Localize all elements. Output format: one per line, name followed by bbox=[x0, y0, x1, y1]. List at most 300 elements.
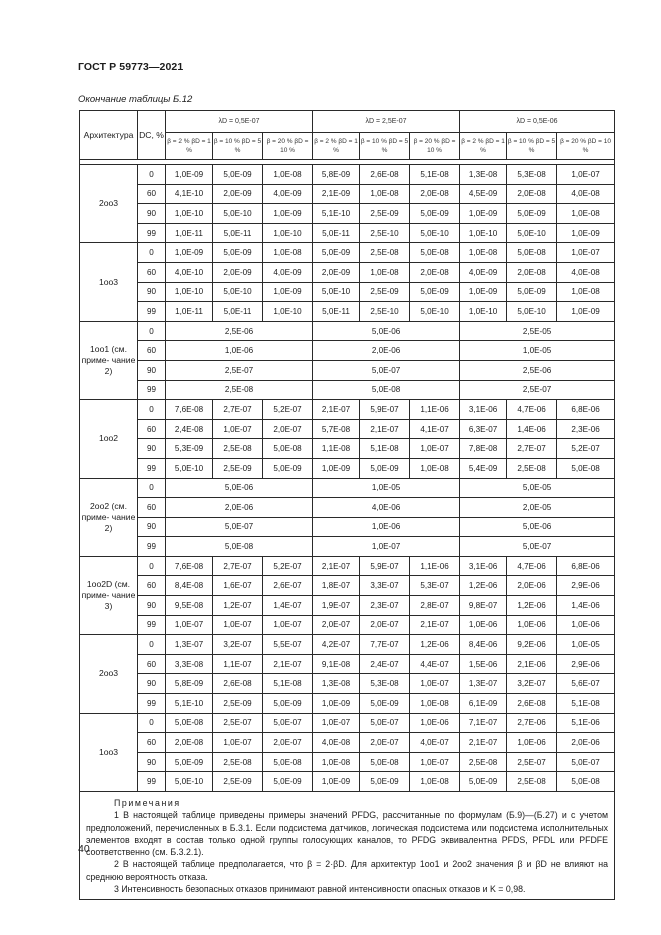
value-cell: 2,6E-08 bbox=[213, 674, 263, 694]
value-cell: 5,8E-09 bbox=[166, 674, 213, 694]
value-cell: 3,3E-07 bbox=[360, 576, 410, 596]
value-cell: 5,0E-08 bbox=[557, 772, 615, 792]
value-cell: 1,0E-09 bbox=[313, 694, 360, 714]
dc-cell: 90 bbox=[138, 517, 166, 537]
value-cell: 2,0E-07 bbox=[263, 733, 313, 753]
dc-cell: 99 bbox=[138, 615, 166, 635]
value-cell: 2,7E-07 bbox=[213, 556, 263, 576]
value-cell: 5,0E-11 bbox=[313, 302, 360, 322]
value-cell: 2,5E-10 bbox=[360, 302, 410, 322]
value-cell: 5,0E-10 bbox=[507, 302, 557, 322]
value-cell: 5,0E-06 bbox=[313, 321, 460, 341]
value-cell: 5,0E-08 bbox=[410, 243, 460, 263]
note-item: 3 Интенсивность безопасных отказов принимают равной интенсивности опасных отказов и K = 0,98. bbox=[114, 884, 526, 895]
value-cell: 2,5E-08 bbox=[460, 752, 507, 772]
value-cell: 1,0E-11 bbox=[166, 223, 213, 243]
table-row bbox=[80, 674, 615, 694]
value-cell: 3,2E-07 bbox=[213, 635, 263, 655]
value-cell: 1,0E-08 bbox=[410, 772, 460, 792]
value-cell: 4,0E-06 bbox=[313, 498, 460, 518]
value-cell: 5,3E-07 bbox=[410, 576, 460, 596]
value-cell: 1,2E-07 bbox=[213, 596, 263, 616]
dc-cell: 99 bbox=[138, 537, 166, 557]
lambda-group-header: λD = 0,5E-06 bbox=[460, 111, 615, 133]
table-row bbox=[80, 302, 615, 322]
value-cell: 5,0E-09 bbox=[460, 772, 507, 792]
value-cell: 4,2E-07 bbox=[313, 635, 360, 655]
table-body bbox=[80, 165, 615, 792]
value-cell: 5,2E-07 bbox=[263, 556, 313, 576]
dc-cell: 0 bbox=[138, 635, 166, 655]
table-row bbox=[80, 243, 615, 263]
table-caption: Окончание таблицы Б.12 bbox=[78, 94, 193, 105]
value-cell: 2,6E-08 bbox=[507, 694, 557, 714]
value-cell: 5,0E-07 bbox=[313, 360, 460, 380]
dc-cell: 99 bbox=[138, 380, 166, 400]
value-cell: 4,0E-09 bbox=[263, 184, 313, 204]
value-cell: 1,0E-06 bbox=[313, 517, 460, 537]
value-cell: 8,4E-06 bbox=[460, 635, 507, 655]
value-cell: 2,6E-08 bbox=[360, 165, 410, 185]
dc-cell: 90 bbox=[138, 282, 166, 302]
beta-header: β = 20 % βD = 10 % bbox=[410, 133, 460, 160]
value-cell: 1,1E-08 bbox=[313, 439, 360, 459]
architecture-cell: 1oo3 bbox=[80, 713, 138, 791]
value-cell: 5,0E-08 bbox=[313, 380, 460, 400]
document-header: ГОСТ Р 59773—2021 bbox=[78, 61, 184, 73]
value-cell: 5,0E-09 bbox=[360, 458, 410, 478]
value-cell: 5,0E-09 bbox=[313, 243, 360, 263]
dc-cell: 0 bbox=[138, 478, 166, 498]
value-cell: 5,0E-10 bbox=[507, 223, 557, 243]
value-cell: 1,0E-08 bbox=[263, 165, 313, 185]
dc-cell: 0 bbox=[138, 400, 166, 420]
architecture-cell: 1oo3 bbox=[80, 243, 138, 321]
table-row bbox=[80, 654, 615, 674]
value-cell: 7,1E-07 bbox=[460, 713, 507, 733]
value-cell: 1,0E-08 bbox=[360, 184, 410, 204]
value-cell: 4,1E-10 bbox=[166, 184, 213, 204]
table-row bbox=[80, 537, 615, 557]
table-row bbox=[80, 576, 615, 596]
value-cell: 2,1E-07 bbox=[313, 556, 360, 576]
dc-cell: 60 bbox=[138, 262, 166, 282]
notes-title: Примечания bbox=[114, 798, 181, 808]
value-cell: 4,0E-07 bbox=[410, 733, 460, 753]
value-cell: 2,5E-09 bbox=[213, 694, 263, 714]
value-cell: 1,0E-10 bbox=[460, 223, 507, 243]
value-cell: 1,0E-08 bbox=[360, 262, 410, 282]
value-cell: 3,1E-06 bbox=[460, 400, 507, 420]
value-cell: 5,0E-09 bbox=[507, 204, 557, 224]
value-cell: 5,0E-06 bbox=[166, 478, 313, 498]
dc-cell: 60 bbox=[138, 576, 166, 596]
architecture-cell: 2oo3 bbox=[80, 635, 138, 713]
value-cell: 2,0E-07 bbox=[263, 419, 313, 439]
value-cell: 4,1E-07 bbox=[410, 419, 460, 439]
beta-header: β = 10 % βD = 5 % bbox=[213, 133, 263, 160]
value-cell: 8,4E-08 bbox=[166, 576, 213, 596]
value-cell: 6,8E-06 bbox=[557, 400, 615, 420]
table-row bbox=[80, 772, 615, 792]
value-cell: 2,3E-06 bbox=[557, 419, 615, 439]
value-cell: 1,0E-07 bbox=[166, 615, 213, 635]
value-cell: 2,9E-06 bbox=[557, 576, 615, 596]
table-row bbox=[80, 321, 615, 341]
value-cell: 2,6E-07 bbox=[263, 576, 313, 596]
dc-cell: 99 bbox=[138, 772, 166, 792]
value-cell: 5,8E-09 bbox=[313, 165, 360, 185]
value-cell: 2,4E-08 bbox=[166, 419, 213, 439]
dc-cell: 0 bbox=[138, 321, 166, 341]
value-cell: 5,0E-08 bbox=[507, 243, 557, 263]
value-cell: 1,0E-07 bbox=[313, 537, 460, 557]
value-cell: 5,0E-10 bbox=[410, 302, 460, 322]
value-cell: 2,1E-09 bbox=[313, 184, 360, 204]
value-cell: 5,4E-09 bbox=[460, 458, 507, 478]
beta-header: β = 2 % βD = 1 % bbox=[313, 133, 360, 160]
value-cell: 2,0E-06 bbox=[507, 576, 557, 596]
value-cell: 1,1E-06 bbox=[410, 556, 460, 576]
architecture-cell: 1oo1 (см. приме- чание 2) bbox=[80, 321, 138, 399]
value-cell: 1,0E-10 bbox=[166, 204, 213, 224]
beta-header: β = 2 % βD = 1 % bbox=[166, 133, 213, 160]
table-row bbox=[80, 733, 615, 753]
value-cell: 5,1E-06 bbox=[557, 713, 615, 733]
value-cell: 2,5E-10 bbox=[360, 223, 410, 243]
value-cell: 5,0E-07 bbox=[557, 752, 615, 772]
value-cell: 5,0E-08 bbox=[263, 752, 313, 772]
value-cell: 1,0E-09 bbox=[166, 243, 213, 263]
value-cell: 2,0E-08 bbox=[410, 184, 460, 204]
value-cell: 1,0E-11 bbox=[166, 302, 213, 322]
table-row bbox=[80, 556, 615, 576]
value-cell: 6,3E-07 bbox=[460, 419, 507, 439]
value-cell: 5,0E-11 bbox=[213, 223, 263, 243]
table-row bbox=[80, 713, 615, 733]
value-cell: 1,0E-05 bbox=[313, 478, 460, 498]
value-cell: 1,0E-08 bbox=[460, 243, 507, 263]
dc-cell: 90 bbox=[138, 360, 166, 380]
value-cell: 6,1E-09 bbox=[460, 694, 507, 714]
value-cell: 4,0E-09 bbox=[460, 262, 507, 282]
value-cell: 1,0E-05 bbox=[460, 341, 615, 361]
value-cell: 5,0E-09 bbox=[263, 694, 313, 714]
value-cell: 5,0E-10 bbox=[213, 282, 263, 302]
value-cell: 1,4E-06 bbox=[507, 419, 557, 439]
table-row bbox=[80, 478, 615, 498]
value-cell: 7,6E-08 bbox=[166, 556, 213, 576]
value-cell: 2,0E-09 bbox=[213, 184, 263, 204]
table-row bbox=[80, 694, 615, 714]
architecture-cell: 2oo3 bbox=[80, 165, 138, 243]
dc-cell: 0 bbox=[138, 556, 166, 576]
value-cell: 2,0E-09 bbox=[213, 262, 263, 282]
beta-header: β = 10 % βD = 5 % bbox=[507, 133, 557, 160]
lambda-group-header: λD = 2,5E-07 bbox=[313, 111, 460, 133]
dc-cell: 90 bbox=[138, 596, 166, 616]
value-cell: 4,4E-07 bbox=[410, 654, 460, 674]
value-cell: 5,3E-08 bbox=[507, 165, 557, 185]
value-cell: 4,5E-09 bbox=[460, 184, 507, 204]
value-cell: 2,5E-08 bbox=[507, 458, 557, 478]
value-cell: 5,3E-08 bbox=[360, 674, 410, 694]
value-cell: 5,6E-07 bbox=[557, 674, 615, 694]
value-cell: 5,3E-09 bbox=[166, 439, 213, 459]
value-cell: 1,0E-07 bbox=[313, 713, 360, 733]
value-cell: 1,0E-10 bbox=[460, 302, 507, 322]
value-cell: 9,2E-06 bbox=[507, 635, 557, 655]
value-cell: 1,0E-07 bbox=[557, 165, 615, 185]
value-cell: 2,5E-09 bbox=[213, 772, 263, 792]
value-cell: 2,7E-07 bbox=[507, 439, 557, 459]
page-number: 40 bbox=[78, 843, 90, 855]
value-cell: 5,0E-10 bbox=[166, 458, 213, 478]
table-row bbox=[80, 282, 615, 302]
value-cell: 2,5E-07 bbox=[213, 713, 263, 733]
value-cell: 5,1E-08 bbox=[360, 439, 410, 459]
architecture-cell: 1oo2D (см. приме- чание 3) bbox=[80, 556, 138, 634]
dc-cell: 0 bbox=[138, 713, 166, 733]
value-cell: 5,0E-10 bbox=[313, 282, 360, 302]
value-cell: 7,8E-08 bbox=[460, 439, 507, 459]
value-cell: 2,0E-08 bbox=[507, 262, 557, 282]
value-cell: 2,0E-08 bbox=[507, 184, 557, 204]
value-cell: 1,0E-06 bbox=[410, 713, 460, 733]
table-row bbox=[80, 596, 615, 616]
value-cell: 5,0E-09 bbox=[410, 204, 460, 224]
value-cell: 5,9E-07 bbox=[360, 400, 410, 420]
value-cell: 1,0E-07 bbox=[213, 419, 263, 439]
architecture-cell: 1oo2 bbox=[80, 400, 138, 478]
value-cell: 5,0E-07 bbox=[166, 517, 313, 537]
beta-header: β = 20 % βD = 10 % bbox=[263, 133, 313, 160]
table-row bbox=[80, 498, 615, 518]
value-cell: 1,0E-08 bbox=[263, 243, 313, 263]
value-cell: 4,0E-08 bbox=[313, 733, 360, 753]
table-row bbox=[80, 615, 615, 635]
dc-cell: 60 bbox=[138, 184, 166, 204]
table-row bbox=[80, 165, 615, 185]
value-cell: 1,0E-05 bbox=[557, 635, 615, 655]
value-cell: 1,0E-09 bbox=[263, 204, 313, 224]
value-cell: 2,0E-08 bbox=[410, 262, 460, 282]
value-cell: 1,1E-06 bbox=[410, 400, 460, 420]
value-cell: 1,3E-08 bbox=[460, 165, 507, 185]
value-cell: 5,0E-09 bbox=[213, 165, 263, 185]
table-row bbox=[80, 184, 615, 204]
value-cell: 2,3E-07 bbox=[360, 596, 410, 616]
value-cell: 5,0E-09 bbox=[263, 458, 313, 478]
value-cell: 4,7E-06 bbox=[507, 556, 557, 576]
value-cell: 2,1E-07 bbox=[313, 400, 360, 420]
value-cell: 2,7E-07 bbox=[213, 400, 263, 420]
value-cell: 1,1E-07 bbox=[213, 654, 263, 674]
table-row bbox=[80, 262, 615, 282]
value-cell: 2,0E-05 bbox=[460, 498, 615, 518]
table-row bbox=[80, 419, 615, 439]
value-cell: 1,2E-06 bbox=[460, 576, 507, 596]
column-header-dc: DC, % bbox=[138, 111, 166, 160]
value-cell: 1,0E-09 bbox=[313, 458, 360, 478]
value-cell: 1,0E-08 bbox=[410, 694, 460, 714]
value-cell: 1,0E-07 bbox=[213, 615, 263, 635]
value-cell: 2,0E-07 bbox=[313, 615, 360, 635]
value-cell: 1,5E-06 bbox=[460, 654, 507, 674]
value-cell: 1,0E-10 bbox=[166, 282, 213, 302]
value-cell: 5,0E-11 bbox=[313, 223, 360, 243]
value-cell: 1,6E-07 bbox=[213, 576, 263, 596]
value-cell: 2,5E-07 bbox=[166, 360, 313, 380]
table-row bbox=[80, 341, 615, 361]
value-cell: 5,5E-07 bbox=[263, 635, 313, 655]
value-cell: 6,8E-06 bbox=[557, 556, 615, 576]
value-cell: 1,0E-09 bbox=[460, 282, 507, 302]
value-cell: 2,5E-06 bbox=[460, 360, 615, 380]
table-row bbox=[80, 360, 615, 380]
value-cell: 2,5E-09 bbox=[360, 282, 410, 302]
value-cell: 1,0E-07 bbox=[410, 439, 460, 459]
value-cell: 5,1E-10 bbox=[166, 694, 213, 714]
value-cell: 1,0E-07 bbox=[263, 615, 313, 635]
dc-cell: 0 bbox=[138, 165, 166, 185]
value-cell: 5,0E-10 bbox=[166, 772, 213, 792]
value-cell: 5,0E-10 bbox=[410, 223, 460, 243]
beta-header: β = 10 % βD = 5 % bbox=[360, 133, 410, 160]
table-row bbox=[80, 635, 615, 655]
value-cell: 5,2E-07 bbox=[557, 439, 615, 459]
value-cell: 5,0E-08 bbox=[166, 713, 213, 733]
dc-cell: 90 bbox=[138, 674, 166, 694]
value-cell: 5,0E-06 bbox=[460, 517, 615, 537]
lambda-group-header: λD = 0,5E-07 bbox=[166, 111, 313, 133]
dc-cell: 60 bbox=[138, 341, 166, 361]
dc-cell: 99 bbox=[138, 458, 166, 478]
value-cell: 5,0E-09 bbox=[360, 694, 410, 714]
value-cell: 5,1E-08 bbox=[263, 674, 313, 694]
table-row bbox=[80, 439, 615, 459]
value-cell: 4,7E-06 bbox=[507, 400, 557, 420]
value-cell: 2,4E-07 bbox=[360, 654, 410, 674]
value-cell: 5,0E-09 bbox=[166, 752, 213, 772]
value-cell: 5,0E-08 bbox=[166, 537, 313, 557]
value-cell: 1,0E-10 bbox=[263, 302, 313, 322]
value-cell: 9,1E-08 bbox=[313, 654, 360, 674]
value-cell: 2,0E-06 bbox=[166, 498, 313, 518]
dc-cell: 60 bbox=[138, 419, 166, 439]
value-cell: 2,5E-08 bbox=[507, 772, 557, 792]
value-cell: 2,0E-09 bbox=[313, 262, 360, 282]
value-cell: 9,5E-08 bbox=[166, 596, 213, 616]
value-cell: 5,1E-08 bbox=[410, 165, 460, 185]
value-cell: 1,0E-06 bbox=[507, 615, 557, 635]
value-cell: 2,1E-07 bbox=[263, 654, 313, 674]
value-cell: 1,3E-08 bbox=[313, 674, 360, 694]
value-cell: 2,0E-06 bbox=[557, 733, 615, 753]
value-cell: 5,0E-10 bbox=[213, 204, 263, 224]
value-cell: 2,5E-07 bbox=[460, 380, 615, 400]
value-cell: 2,5E-09 bbox=[360, 204, 410, 224]
beta-header: β = 20 % βD = 10 % bbox=[557, 133, 615, 160]
value-cell: 1,0E-07 bbox=[557, 243, 615, 263]
architecture-cell: 2oo2 (см. приме- чание 2) bbox=[80, 478, 138, 556]
value-cell: 5,2E-07 bbox=[263, 400, 313, 420]
value-cell: 5,0E-05 bbox=[460, 478, 615, 498]
value-cell: 5,0E-09 bbox=[507, 282, 557, 302]
table-row bbox=[80, 517, 615, 537]
value-cell: 5,0E-09 bbox=[263, 772, 313, 792]
value-cell: 4,0E-09 bbox=[263, 262, 313, 282]
value-cell: 1,0E-08 bbox=[557, 282, 615, 302]
value-cell: 1,2E-06 bbox=[410, 635, 460, 655]
value-cell: 2,1E-07 bbox=[360, 419, 410, 439]
value-cell: 2,5E-08 bbox=[360, 243, 410, 263]
value-cell: 1,0E-06 bbox=[557, 615, 615, 635]
value-cell: 3,3E-08 bbox=[166, 654, 213, 674]
value-cell: 5,1E-10 bbox=[313, 204, 360, 224]
value-cell: 1,0E-09 bbox=[166, 165, 213, 185]
value-cell: 4,0E-08 bbox=[557, 262, 615, 282]
value-cell: 2,1E-07 bbox=[410, 615, 460, 635]
value-cell: 1,2E-06 bbox=[507, 596, 557, 616]
note-item: 2 В настоящей таблице предполагается, что β = 2·βD. Для архитектур 1oo1 и 2oo2 значения β и βD не влияют на среднюю вероятность отказа. bbox=[86, 859, 609, 882]
value-cell: 5,9E-07 bbox=[360, 556, 410, 576]
value-cell: 2,0E-08 bbox=[166, 733, 213, 753]
dc-cell: 90 bbox=[138, 204, 166, 224]
value-cell: 5,0E-07 bbox=[460, 537, 615, 557]
beta-header: β = 2 % βD = 1 % bbox=[460, 133, 507, 160]
value-cell: 5,0E-09 bbox=[360, 772, 410, 792]
value-cell: 5,0E-07 bbox=[263, 713, 313, 733]
value-cell: 2,5E-07 bbox=[507, 752, 557, 772]
value-cell: 1,0E-09 bbox=[263, 282, 313, 302]
dc-cell: 60 bbox=[138, 733, 166, 753]
value-cell: 2,9E-06 bbox=[557, 654, 615, 674]
table-row bbox=[80, 458, 615, 478]
value-cell: 9,8E-07 bbox=[460, 596, 507, 616]
value-cell: 1,3E-07 bbox=[460, 674, 507, 694]
value-cell: 1,0E-08 bbox=[410, 458, 460, 478]
table-row bbox=[80, 204, 615, 224]
value-cell: 5,0E-11 bbox=[213, 302, 263, 322]
dc-cell: 90 bbox=[138, 439, 166, 459]
dc-cell: 99 bbox=[138, 223, 166, 243]
value-cell: 1,0E-09 bbox=[460, 204, 507, 224]
pfd-table bbox=[79, 110, 615, 900]
value-cell: 5,0E-09 bbox=[213, 243, 263, 263]
note-item: 1 В настоящей таблице приведены примеры значений PFDG, рассчитанные по формулам (Б.9)—(Б.27) и с учетом предположений, перечисленных в Б.3.1. Если подсистема датчиков, логическая подсистема или подсистема исполнительных элементов входят в состав только одной группы голосующих каналов, то PFDG эквивалентна PFDS, PFDL или PFDFE соответственно (см. Б.3.2.1). bbox=[86, 810, 609, 858]
value-cell: 1,8E-07 bbox=[313, 576, 360, 596]
value-cell: 1,3E-07 bbox=[166, 635, 213, 655]
value-cell: 7,7E-07 bbox=[360, 635, 410, 655]
value-cell: 5,0E-08 bbox=[263, 439, 313, 459]
value-cell: 5,0E-07 bbox=[360, 713, 410, 733]
value-cell: 2,5E-08 bbox=[213, 752, 263, 772]
value-cell: 3,2E-07 bbox=[507, 674, 557, 694]
value-cell: 1,0E-06 bbox=[166, 341, 313, 361]
value-cell: 2,1E-07 bbox=[460, 733, 507, 753]
value-cell: 5,1E-08 bbox=[557, 694, 615, 714]
value-cell: 1,0E-07 bbox=[410, 674, 460, 694]
value-cell: 2,0E-07 bbox=[360, 615, 410, 635]
table-row bbox=[80, 752, 615, 772]
value-cell: 4,0E-10 bbox=[166, 262, 213, 282]
value-cell: 4,0E-08 bbox=[557, 184, 615, 204]
value-cell: 1,0E-09 bbox=[557, 302, 615, 322]
value-cell: 1,4E-06 bbox=[557, 596, 615, 616]
dc-cell: 0 bbox=[138, 243, 166, 263]
value-cell: 5,0E-08 bbox=[360, 752, 410, 772]
